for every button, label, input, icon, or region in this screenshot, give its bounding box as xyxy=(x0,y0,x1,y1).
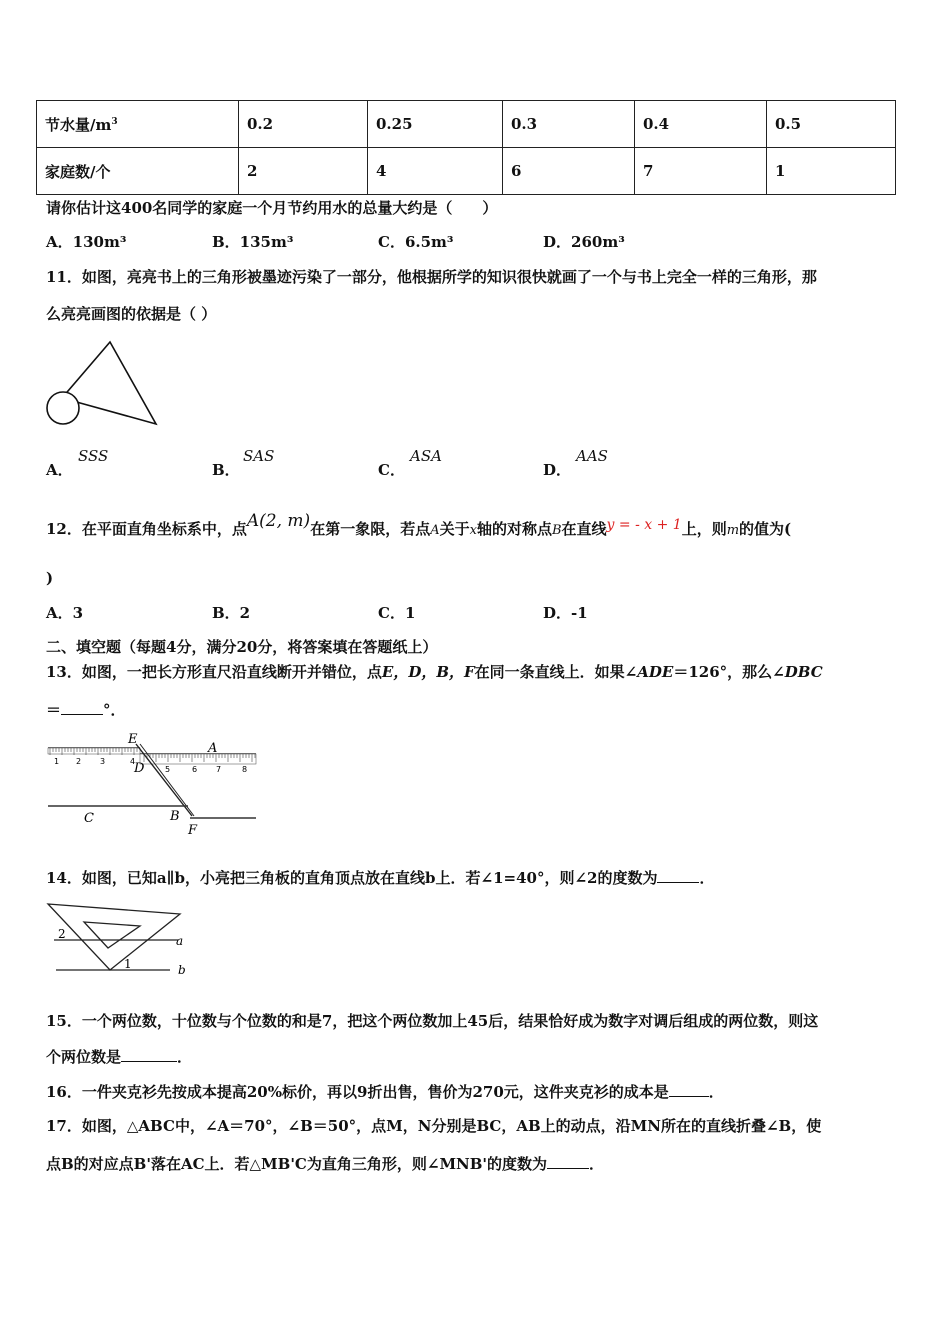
tick-label: 3 xyxy=(100,757,106,766)
table-cell: 1 xyxy=(767,148,896,195)
q10-option-d: D．260m³ xyxy=(543,233,625,251)
point-label-a: A xyxy=(208,741,218,756)
q14-question: 14．如图，已知a∥b，小亮把三角板的直角顶点放在直线b上．若∠1=40°，则∠2的度数为 ． xyxy=(46,869,715,887)
label-b: b xyxy=(178,963,186,977)
label-a: a xyxy=(176,934,184,948)
q10-question: 请你估计这400名同学的家庭一个月节约用水的总量大约是（ ） xyxy=(46,199,498,217)
point-label-d: D xyxy=(134,761,145,776)
answer-blank xyxy=(121,1061,177,1062)
q13-question-line2: ＝ °． xyxy=(46,701,126,719)
q17-question-line2: 点B的对应点B'落在AC上．若△MB'C为直角三角形，则∠MNB'的度数为 ． xyxy=(46,1155,605,1173)
ink-stained-triangle-figure xyxy=(44,338,160,430)
q11-option-b-value: SAS xyxy=(243,447,275,465)
q12-close-paren: ) xyxy=(46,569,54,587)
tick-label: 6 xyxy=(192,765,198,774)
point-a-coord: A(2, m) xyxy=(246,511,311,531)
angle-1-label: 1 xyxy=(124,957,132,971)
table-cell: 4 xyxy=(368,148,503,195)
q11-option-d-value: AAS xyxy=(576,447,608,465)
q12-question: 12．在平面直角坐标系中，点A(2, m)在第一象限，若点A关于x轴的对称点B在直线y = - x + 1上，则m的值为( xyxy=(46,511,792,538)
table-cell: 节水量$/m^3$ xyxy=(37,101,239,148)
q15-question-line1: 15．一个两位数，十位数与个位数的和是7，把这个两位数加上45后，结果恰好成为数字对调后组成的两位数，则这 xyxy=(46,1012,819,1030)
q11-option-c-label: C． xyxy=(378,461,405,479)
tick-label: 4 xyxy=(130,757,136,766)
tick-label: 1 xyxy=(54,757,60,766)
table-cell: 家庭数/个 xyxy=(37,148,239,195)
point-label-b: B xyxy=(170,809,180,824)
answer-blank xyxy=(547,1168,589,1169)
q11-question-line1: 11．如图，亮亮书上的三角形被墨迹污染了一部分，他根据所学的知识很快就画了一个与书上完全一样的三角形，那 xyxy=(46,268,817,286)
q11-option-b-label: B． xyxy=(212,461,240,479)
q12-option-a: A．3 xyxy=(46,604,84,622)
angle-2-label: 2 xyxy=(58,927,66,941)
point-label-c: C xyxy=(84,811,94,826)
table-row xyxy=(37,101,896,148)
line-equation: y = - x + 1 xyxy=(606,517,682,533)
q11-option-a-label: A． xyxy=(46,461,73,479)
point-label-e: E xyxy=(128,732,138,747)
table-cell: 2 xyxy=(239,148,368,195)
q17-question-line1: 17．如图，△ABC中，∠A＝70°，∠B＝50°，点M，N分别是BC，AB上的动点，沿MN所在的直线折叠∠B，使 xyxy=(46,1117,822,1135)
tick-label: 5 xyxy=(165,765,171,774)
water-saving-table xyxy=(36,100,896,195)
q10-option-b: B．135m³ xyxy=(212,233,294,251)
table-cell: 0.4 xyxy=(635,101,767,148)
answer-blank xyxy=(61,714,103,715)
triangle-ruler-figure xyxy=(44,898,204,982)
tick-label: 8 xyxy=(242,765,248,774)
point-label-f: F xyxy=(188,823,198,838)
table-cell: 0.25 xyxy=(368,101,503,148)
q11-option-d-label: D． xyxy=(543,461,572,479)
q16-question: 16．一件夹克衫先按成本提高20%标价，再以9折出售，售价为270元，这件夹克衫的成本是 ． xyxy=(46,1083,724,1101)
tick-label: 7 xyxy=(216,765,222,774)
q10-option-c: C．6.5m³ xyxy=(378,233,454,251)
table-cell: 7 xyxy=(635,148,767,195)
table-cell: 6 xyxy=(503,148,635,195)
q15-question-line2: 个两位数是 ． xyxy=(46,1048,193,1066)
q12-option-c: C．1 xyxy=(378,604,416,622)
q11-question-line2: 么亮亮画图的依据是（ ） xyxy=(46,305,217,323)
q11-option-c-value: ASA xyxy=(410,447,442,465)
section-heading: 二、填空题（每题4分，满分20分，将答案填在答题纸上） xyxy=(46,638,438,656)
tick-label: 2 xyxy=(76,757,82,766)
broken-ruler-figure xyxy=(44,730,264,840)
q12-option-d: D．-1 xyxy=(543,604,588,622)
answer-blank xyxy=(669,1096,709,1097)
table-cell: 0.2 xyxy=(239,101,368,148)
ink-blot xyxy=(47,392,79,424)
answer-blank xyxy=(657,882,699,883)
table-cell: 0.5 xyxy=(767,101,896,148)
q11-option-a-value: SSS xyxy=(78,447,109,465)
q13-question-line1: 13．如图，一把长方形直尺沿直线断开并错位，点E，D，B，F在同一条直线上．如果∠ADE＝126°，那么∠DBC xyxy=(46,663,823,681)
q10-option-a: A．130m³ xyxy=(46,233,127,251)
table-row xyxy=(37,148,896,195)
q12-option-b: B．2 xyxy=(212,604,251,622)
table-cell: 0.3 xyxy=(503,101,635,148)
